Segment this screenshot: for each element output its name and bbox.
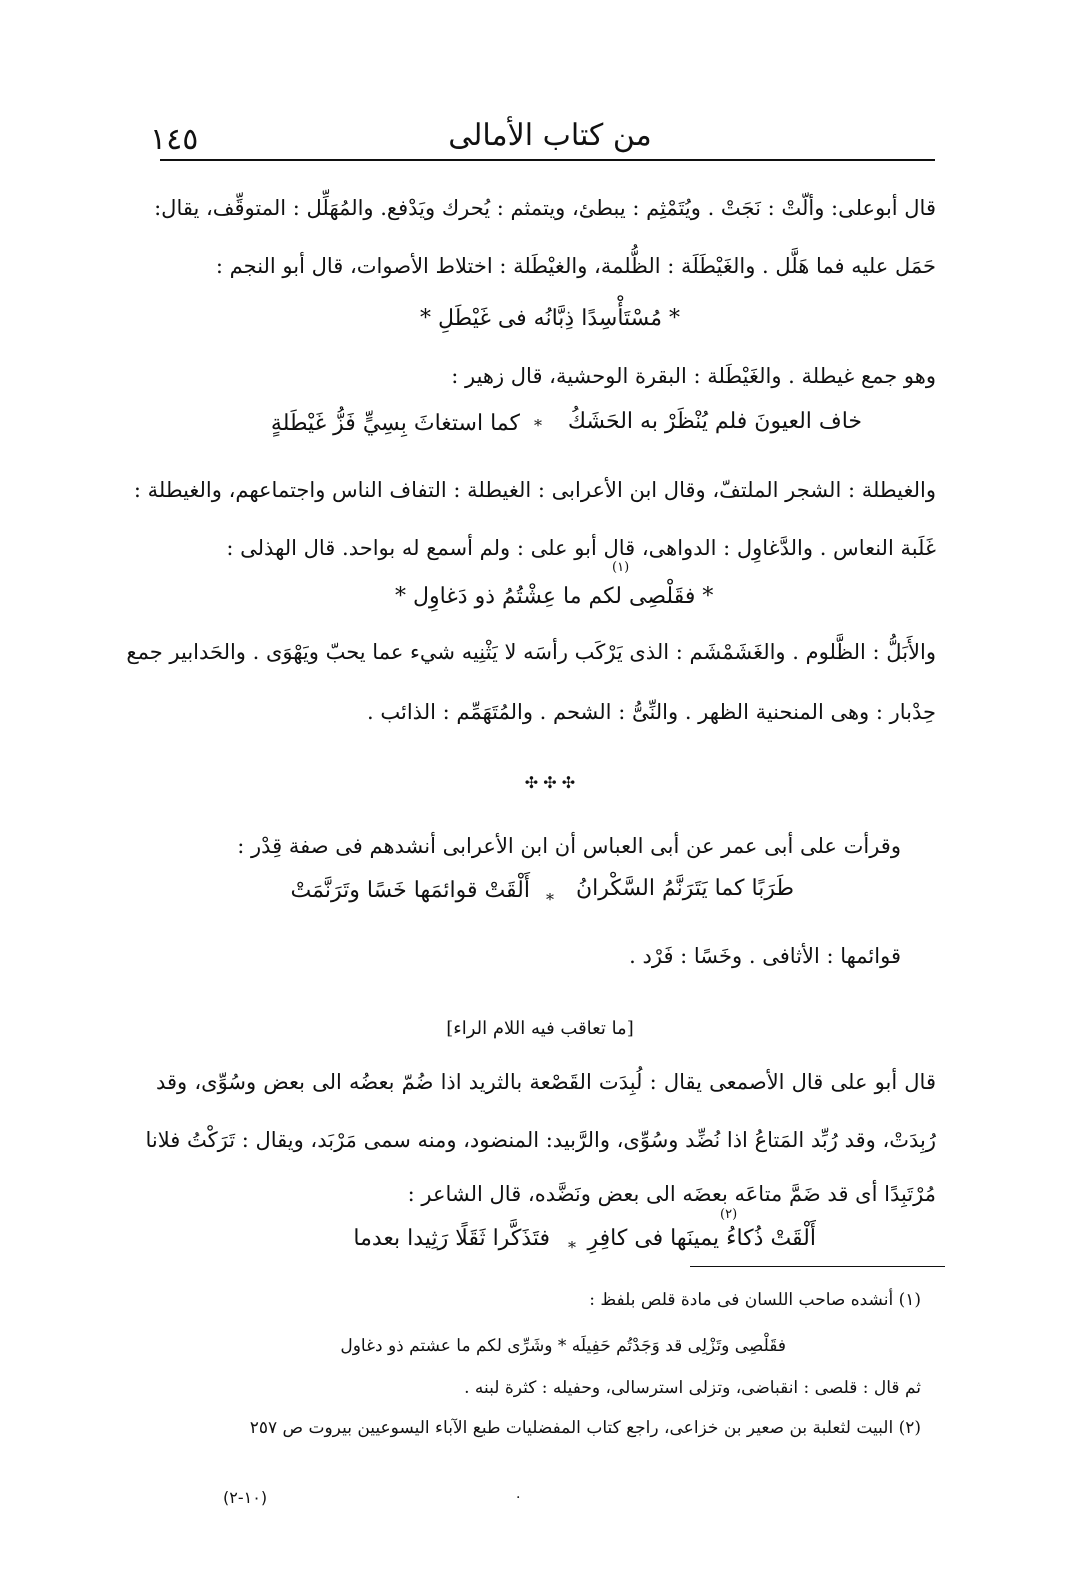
footnote-line: (١) أنشده صاحب اللسان فى مادة قلص بلفظ :: [589, 1290, 921, 1310]
footnote-line: (٢) البيت لثعلبة بن صعير بن خزاعى، راجع كتاب المفضليات طبع الآباء اليسوعيين بيروت ص ٢٥٧: [249, 1418, 921, 1438]
verse-separator: *: [534, 416, 542, 435]
paragraph-line: قال أبوعلى: وألّتْ : نَجَتْ . ويُتَمْثِم : يبطئ، ويتمثم : يُحرك ويَدْفع. والمُهَلِّل : المتوقِّف، يقال:: [154, 196, 936, 220]
footnote-rule: [690, 1266, 945, 1267]
page-number: ١٤٥: [150, 122, 199, 157]
verse-hemistich: أَلْقَتْ ذُكاءُ يمينَها فى كافِرِ: [587, 1226, 816, 1251]
verse-hemistich: فتَذَكَّرا ثَقَلًا رَثِيدا بعدما: [353, 1226, 550, 1251]
paragraph-line: قال أبو على قال الأصمعى يقال : لُبِدَت القَصْعة بالثريد اذا ضُمّ بعضُه الى بعض وسُوِّى، وقد: [156, 1070, 936, 1094]
stray-dot: ·: [516, 1490, 521, 1506]
footnote-line: ثم قال : قلصى : انقباضى، وتزلى استرسالى، وحفيله : كثرة لبنه .: [464, 1378, 921, 1398]
running-title: من كتاب الأمالى: [448, 118, 652, 153]
verse-hemistich: أَلْقَتْ قوائمَها خَسًا وتَرَنَّمَتْ: [290, 878, 530, 903]
footnote-marker: (١): [612, 560, 630, 575]
verse-line: * مُسْتَأْسِدًا ذِبَّانُه فى غَيْطَلِ *: [420, 306, 681, 331]
paragraph-line: قوائمها : الأثافى . وخَسًا : فَرْد .: [629, 944, 901, 968]
header-rule: [160, 159, 935, 161]
paragraph-line: غَلَبة النعاس . والدَّغاوِل : الدواهى، قال أبو على : ولم أسمع له بواحد. قال الهذلى :: [226, 536, 936, 560]
paragraph-line: وهو جمع غيطلة . والغَيْطَلة : البقرة الوحشية، قال زهير :: [451, 364, 936, 388]
paragraph-line: والغيطلة : الشجر الملتفّ، وقال ابن الأعرابى : الغيطلة : التفاف الناس واجتماعهم، والغيطلة :: [133, 478, 936, 502]
paragraph-line: وقرأت على أبى عمر عن أبى العباس أن ابن الأعرابى أنشدهم فى صفة قِدْر :: [237, 834, 901, 858]
paragraph-line: رُبِدَتْ، وقد رُبِّد المَتاعُ اذا نُضِّد وسُوِّى، والرَّبيد: المنضود، ومنه سمى مَرْبَد، ويقال : تَرَكْتُ فلانا: [145, 1128, 936, 1152]
verse-separator: *: [568, 1238, 576, 1257]
footnote-verse: فقَلْصِى وتَزْلِى قد وَجَدْتُم حَفِيلَه * وشَرِّى لكم ما عشتم ذو دغاول: [340, 1336, 786, 1356]
section-ornament: ✣ ✣ ✣: [524, 773, 576, 792]
printer-signature: (١٠-٢): [223, 1488, 268, 1507]
paragraph-line: حِدْبار : وهى المنحنية الظهر . والنِّىُّ : الشحم . والمُتَهَمِّم : الذائب .: [367, 700, 936, 724]
paragraph-line: حَمَل عليه فما هَلَّل . والغَيْطَلَة : الظُّلمة، والغيْطَلة : اختلاط الأصوات، قال أبو النجم :: [215, 254, 936, 278]
paragraph-line: والأَبَلُّ : الظَّلوم . والغَشَمْشَم : الذى يَرْكَب رأسَه لا يَثْنِيه شيء عما يحبّ ويَهْوَى . والحَدابير جمع: [126, 640, 936, 664]
footnote-marker: (٢): [720, 1207, 738, 1222]
verse-line: * فقَلْصِى لكم ما عِشْتُمُ ذو دَغاوِل *: [395, 584, 714, 609]
section-heading: [ما تعاقب فيه اللام الراء]: [446, 1018, 634, 1039]
verse-separator: *: [546, 890, 554, 909]
verse-hemistich: خاف العيونَ فلم يُنْظَرْ به الحَشَكُ: [567, 409, 862, 434]
verse-hemistich: طَرَبًا كما يَتَرَنَّمُ السَّكْرانُ: [575, 876, 794, 901]
paragraph-line: مُرْتَبِدًا أى قد ضَمَّ متاعَه بعضَه الى بعض ونَضَّده، قال الشاعر :: [407, 1182, 936, 1206]
verse-hemistich: كما استغاثَ بِسِيٍّ فَزُّ غَيْطَلةٍ: [270, 411, 520, 436]
